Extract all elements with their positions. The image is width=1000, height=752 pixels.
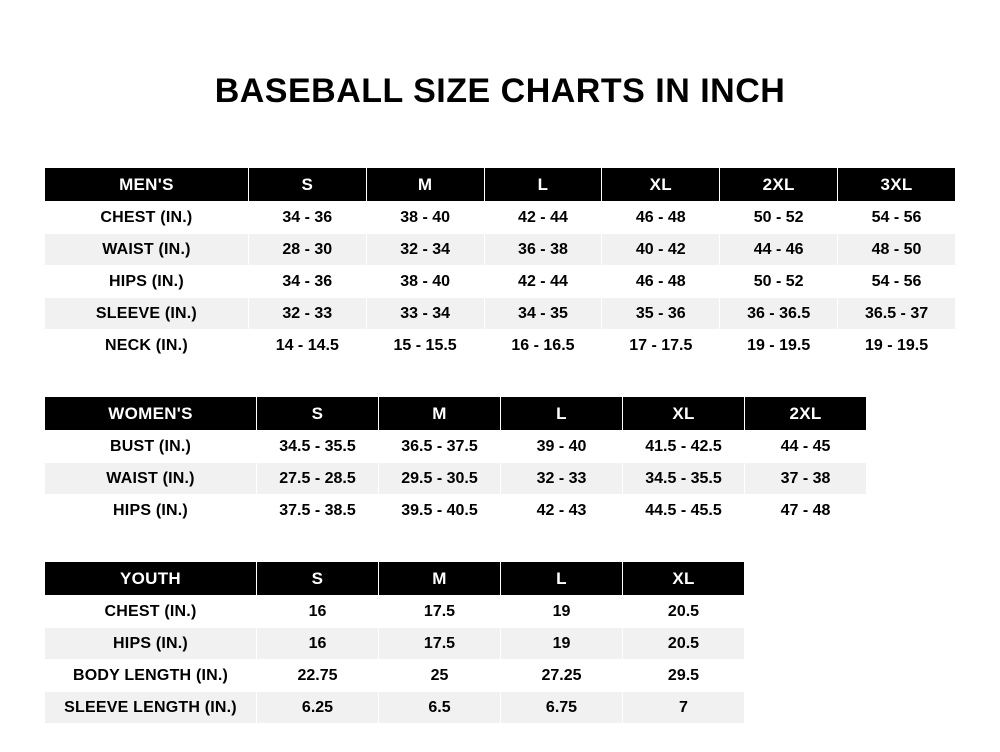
table-row (45, 234, 956, 266)
womens-table-header (45, 397, 867, 431)
womens-header-m: M (379, 397, 501, 431)
cell: 47 - 48 (745, 495, 867, 527)
cell: 37.5 - 38.5 (257, 495, 379, 527)
table-header-row (45, 562, 745, 596)
cell: 19 (501, 596, 623, 628)
youth-header-xl: XL (623, 562, 745, 596)
cell: 6.75 (501, 692, 623, 724)
row-label: WAIST (IN.) (45, 234, 249, 266)
row-label: BODY LENGTH (IN.) (45, 660, 257, 692)
row-label: SLEEVE (IN.) (45, 298, 249, 330)
cell: 42 - 44 (484, 202, 602, 234)
cell: 25 (379, 660, 501, 692)
cell: 17 - 17.5 (602, 330, 720, 362)
mens-table-body (45, 202, 956, 362)
cell: 34 - 35 (484, 298, 602, 330)
youth-table-header (45, 562, 745, 596)
cell: 7 (623, 692, 745, 724)
cell: 15 - 15.5 (366, 330, 484, 362)
mens-table-header (45, 168, 956, 202)
mens-header-3xl: 3XL (838, 168, 956, 202)
cell: 36 - 36.5 (720, 298, 838, 330)
cell: 42 - 44 (484, 266, 602, 298)
cell: 34.5 - 35.5 (257, 431, 379, 463)
page-title: BASEBALL SIZE CHARTS IN INCH (214, 72, 786, 110)
cell: 33 - 34 (366, 298, 484, 330)
youth-header-m: M (379, 562, 501, 596)
cell: 44.5 - 45.5 (623, 495, 745, 527)
mens-header-category: MEN'S (45, 168, 249, 202)
row-label: NECK (IN.) (45, 330, 249, 362)
table-row (45, 202, 956, 234)
cell: 16 (257, 596, 379, 628)
cell: 32 - 34 (366, 234, 484, 266)
cell: 48 - 50 (838, 234, 956, 266)
cell: 17.5 (379, 628, 501, 660)
table-header-row (45, 397, 867, 431)
cell: 38 - 40 (366, 202, 484, 234)
cell: 20.5 (623, 596, 745, 628)
table-row (45, 495, 867, 527)
cell: 32 - 33 (248, 298, 366, 330)
womens-header-s: S (257, 397, 379, 431)
cell: 29.5 (623, 660, 745, 692)
cell: 46 - 48 (602, 266, 720, 298)
cell: 27.25 (501, 660, 623, 692)
cell: 35 - 36 (602, 298, 720, 330)
row-label: BUST (IN.) (45, 431, 257, 463)
cell: 32 - 33 (501, 463, 623, 495)
table-header-row (45, 168, 956, 202)
cell: 46 - 48 (602, 202, 720, 234)
cell: 39.5 - 40.5 (379, 495, 501, 527)
cell: 29.5 - 30.5 (379, 463, 501, 495)
mens-header-s: S (248, 168, 366, 202)
cell: 40 - 42 (602, 234, 720, 266)
cell: 6.25 (257, 692, 379, 724)
table-row (45, 463, 867, 495)
cell: 37 - 38 (745, 463, 867, 495)
cell: 19 - 19.5 (838, 330, 956, 362)
table-row (45, 431, 867, 463)
table-row (45, 266, 956, 298)
womens-header-2xl: 2XL (745, 397, 867, 431)
charts-container (0, 167, 1000, 724)
cell: 36.5 - 37 (838, 298, 956, 330)
cell: 44 - 45 (745, 431, 867, 463)
cell: 34 - 36 (248, 266, 366, 298)
cell: 19 - 19.5 (720, 330, 838, 362)
cell: 38 - 40 (366, 266, 484, 298)
cell: 42 - 43 (501, 495, 623, 527)
cell: 16 - 16.5 (484, 330, 602, 362)
cell: 36 - 38 (484, 234, 602, 266)
cell: 41.5 - 42.5 (623, 431, 745, 463)
table-row (45, 660, 745, 692)
womens-header-l: L (501, 397, 623, 431)
womens-size-table (44, 396, 867, 527)
cell: 54 - 56 (838, 202, 956, 234)
cell: 22.75 (257, 660, 379, 692)
row-label: HIPS (IN.) (45, 628, 257, 660)
youth-header-s: S (257, 562, 379, 596)
cell: 28 - 30 (248, 234, 366, 266)
cell: 34 - 36 (248, 202, 366, 234)
table-row (45, 628, 745, 660)
cell: 19 (501, 628, 623, 660)
cell: 27.5 - 28.5 (257, 463, 379, 495)
womens-header-xl: XL (623, 397, 745, 431)
row-label: WAIST (IN.) (45, 463, 257, 495)
row-label: HIPS (IN.) (45, 495, 257, 527)
cell: 14 - 14.5 (248, 330, 366, 362)
youth-header-l: L (501, 562, 623, 596)
cell: 50 - 52 (720, 202, 838, 234)
youth-header-category: YOUTH (45, 562, 257, 596)
mens-header-2xl: 2XL (720, 168, 838, 202)
table-row (45, 330, 956, 362)
cell: 36.5 - 37.5 (379, 431, 501, 463)
cell: 16 (257, 628, 379, 660)
cell: 54 - 56 (838, 266, 956, 298)
mens-header-l: L (484, 168, 602, 202)
cell: 50 - 52 (720, 266, 838, 298)
mens-header-xl: XL (602, 168, 720, 202)
table-row (45, 298, 956, 330)
cell: 6.5 (379, 692, 501, 724)
row-label: SLEEVE LENGTH (IN.) (45, 692, 257, 724)
womens-table-body (45, 431, 867, 527)
youth-table-body (45, 596, 745, 724)
row-label: CHEST (IN.) (45, 202, 249, 234)
cell: 39 - 40 (501, 431, 623, 463)
cell: 34.5 - 35.5 (623, 463, 745, 495)
mens-size-table (44, 167, 956, 362)
cell: 44 - 46 (720, 234, 838, 266)
mens-header-m: M (366, 168, 484, 202)
table-row (45, 596, 745, 628)
womens-header-category: WOMEN'S (45, 397, 257, 431)
row-label: HIPS (IN.) (45, 266, 249, 298)
cell: 17.5 (379, 596, 501, 628)
youth-size-table (44, 561, 745, 724)
table-row (45, 692, 745, 724)
row-label: CHEST (IN.) (45, 596, 257, 628)
cell: 20.5 (623, 628, 745, 660)
